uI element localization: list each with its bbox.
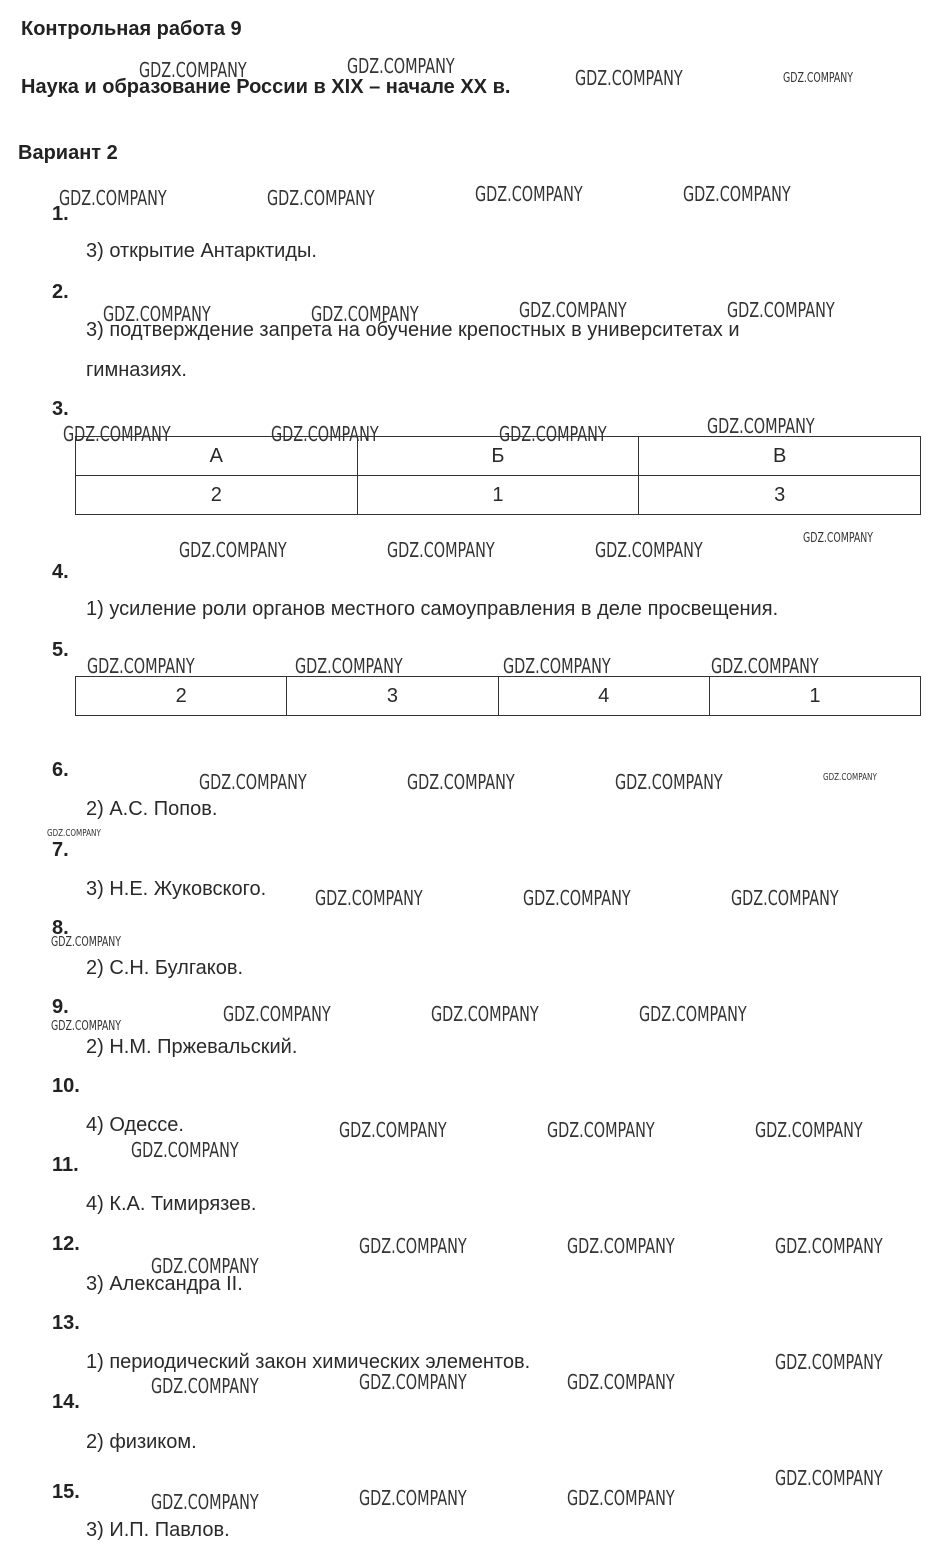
watermark: GDZ.COMPANY	[151, 1374, 259, 1398]
watermark: GDZ.COMPANY	[567, 1486, 675, 1510]
watermark: GDZ.COMPANY	[51, 1019, 121, 1034]
answer-text: 1) периодический закон химических элементов.	[86, 1351, 531, 1373]
answer-text: 2) физиком.	[86, 1431, 197, 1453]
watermark: GDZ.COMPANY	[179, 538, 287, 562]
watermark: GDZ.COMPANY	[639, 1002, 747, 1026]
watermark: GDZ.COMPANY	[267, 186, 375, 210]
table-cell: 1	[357, 476, 639, 515]
question-number: 3.	[52, 398, 69, 420]
watermark: GDZ.COMPANY	[803, 531, 873, 546]
question-number: 11.	[52, 1154, 79, 1176]
watermark: GDZ.COMPANY	[131, 1138, 239, 1162]
answer-text: гимназиях.	[86, 359, 187, 381]
watermark: GDZ.COMPANY	[295, 654, 403, 678]
answer-table	[75, 436, 921, 515]
question-number: 7.	[52, 839, 69, 861]
answer-text: 3) подтверждение запрета на обучение крепостных в университетах и	[86, 319, 740, 341]
table-header-cell: Б	[357, 437, 639, 476]
work-title: Контрольная работа 9	[21, 18, 242, 40]
watermark: GDZ.COMPANY	[359, 1486, 467, 1510]
answer-text: 2) А.С. Попов.	[86, 798, 218, 820]
watermark: GDZ.COMPANY	[499, 422, 607, 446]
watermark: GDZ.COMPANY	[823, 772, 877, 783]
watermark: GDZ.COMPANY	[475, 182, 583, 206]
answer-text: 3) открытие Антарктиды.	[86, 240, 317, 262]
watermark: GDZ.COMPANY	[87, 654, 195, 678]
watermark: GDZ.COMPANY	[387, 538, 495, 562]
watermark: GDZ.COMPANY	[63, 422, 171, 446]
watermark: GDZ.COMPANY	[615, 770, 723, 794]
watermark: GDZ.COMPANY	[223, 1002, 331, 1026]
watermark: GDZ.COMPANY	[783, 71, 853, 86]
answer-text: 3) Александра II.	[86, 1273, 243, 1295]
watermark: GDZ.COMPANY	[47, 828, 101, 839]
question-number: 2.	[52, 281, 69, 303]
question-number: 5.	[52, 639, 69, 661]
answer-text: 4) К.А. Тимирязев.	[86, 1193, 257, 1215]
watermark: GDZ.COMPANY	[151, 1254, 259, 1278]
table-cell: 3	[639, 476, 921, 515]
question-number: 4.	[52, 561, 69, 583]
question-number: 12.	[52, 1233, 80, 1255]
watermark: GDZ.COMPANY	[547, 1118, 655, 1142]
table-cell: 3	[287, 677, 498, 716]
watermark: GDZ.COMPANY	[775, 1350, 883, 1374]
answer-text: 3) Н.Е. Жуковского.	[86, 878, 267, 900]
watermark: GDZ.COMPANY	[775, 1234, 883, 1258]
question-number: 9.	[52, 996, 69, 1018]
watermark: GDZ.COMPANY	[271, 422, 379, 446]
watermark: GDZ.COMPANY	[347, 54, 455, 78]
watermark: GDZ.COMPANY	[431, 1002, 539, 1026]
watermark: GDZ.COMPANY	[727, 298, 835, 322]
watermark: GDZ.COMPANY	[151, 1490, 259, 1514]
question-number: 1.	[52, 203, 69, 225]
answer-text: 2) С.Н. Булгаков.	[86, 957, 244, 979]
watermark: GDZ.COMPANY	[567, 1370, 675, 1394]
answer-text: 3) И.П. Павлов.	[86, 1519, 230, 1541]
table-cell: 2	[76, 677, 287, 716]
watermark: GDZ.COMPANY	[59, 186, 167, 210]
table-header-cell: В	[639, 437, 921, 476]
question-number: 10.	[52, 1075, 80, 1097]
watermark: GDZ.COMPANY	[51, 935, 121, 950]
table-cell: 2	[76, 476, 358, 515]
watermark: GDZ.COMPANY	[315, 886, 423, 910]
watermark: GDZ.COMPANY	[199, 770, 307, 794]
watermark: GDZ.COMPANY	[407, 770, 515, 794]
watermark: GDZ.COMPANY	[731, 886, 839, 910]
watermark: GDZ.COMPANY	[707, 414, 815, 438]
question-number: 15.	[52, 1481, 80, 1503]
watermark: GDZ.COMPANY	[339, 1118, 447, 1142]
watermark: GDZ.COMPANY	[519, 298, 627, 322]
answer-text: 2) Н.М. Пржевальский.	[86, 1036, 298, 1058]
answer-table	[75, 676, 921, 716]
question-number: 14.	[52, 1391, 80, 1413]
watermark: GDZ.COMPANY	[359, 1370, 467, 1394]
table-header-cell: А	[76, 437, 358, 476]
question-number: 6.	[52, 759, 69, 781]
watermark: GDZ.COMPANY	[755, 1118, 863, 1142]
table-cell: 4	[498, 677, 709, 716]
watermark: GDZ.COMPANY	[523, 886, 631, 910]
table-cell: 1	[709, 677, 920, 716]
watermark: GDZ.COMPANY	[575, 66, 683, 90]
variant-label: Вариант 2	[18, 142, 118, 164]
answer-text: 1) усиление роли органов местного самоуправления в деле просвещения.	[86, 598, 779, 620]
watermark: GDZ.COMPANY	[359, 1234, 467, 1258]
watermark: GDZ.COMPANY	[503, 654, 611, 678]
watermark: GDZ.COMPANY	[311, 302, 419, 326]
watermark: GDZ.COMPANY	[595, 538, 703, 562]
answer-text: 4) Одессе.	[86, 1114, 184, 1136]
question-number: 8.	[52, 917, 69, 939]
watermark: GDZ.COMPANY	[567, 1234, 675, 1258]
topic-title: Наука и образование России в XIX – начале XX в.	[21, 76, 511, 98]
watermark: GDZ.COMPANY	[103, 302, 211, 326]
watermark: GDZ.COMPANY	[775, 1466, 883, 1490]
watermark: GDZ.COMPANY	[683, 182, 791, 206]
watermark: GDZ.COMPANY	[711, 654, 819, 678]
watermark: GDZ.COMPANY	[139, 58, 247, 82]
question-number: 13.	[52, 1312, 80, 1334]
